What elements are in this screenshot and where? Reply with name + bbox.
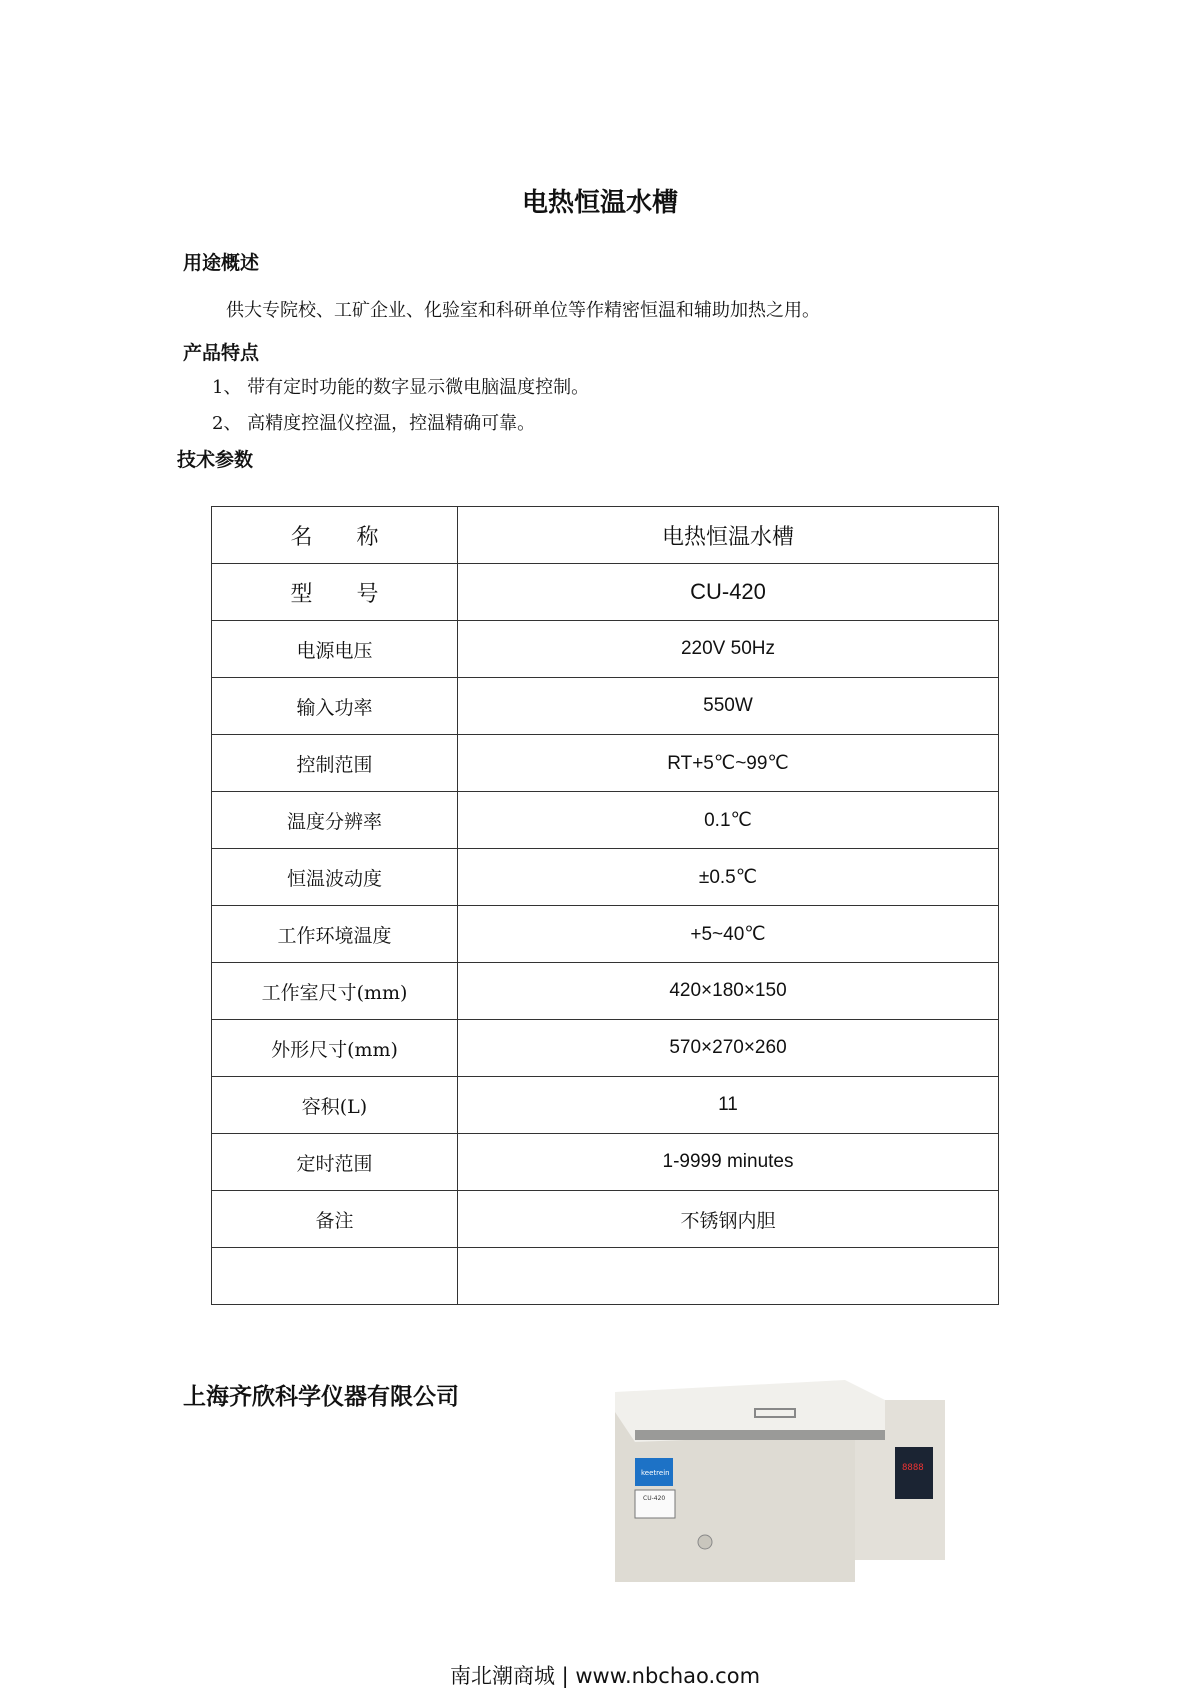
spec-value: 电热恒温水槽 xyxy=(458,507,999,564)
company-name: 上海齐欣科学仪器有限公司 xyxy=(183,1384,459,1410)
spec-label: 恒温波动度 xyxy=(212,849,458,906)
spec-label: 工作室尺寸(mm) xyxy=(212,963,458,1020)
spec-value: CU-420 xyxy=(458,564,999,621)
table-row xyxy=(212,1020,999,1077)
table-row xyxy=(212,1134,999,1191)
spec-value: 420×180×150 xyxy=(458,963,999,1020)
spec-value: 11 xyxy=(458,1077,999,1134)
spec-label: 输入功率 xyxy=(212,678,458,735)
spec-label: 型 号 xyxy=(212,564,458,621)
spec-value: 220V 50Hz xyxy=(458,621,999,678)
spec-value: 不锈钢内胆 xyxy=(458,1191,999,1248)
svg-text:8888: 8888 xyxy=(902,1463,924,1473)
spec-label: 工作环境温度 xyxy=(212,906,458,963)
table-row xyxy=(212,621,999,678)
table-row xyxy=(212,507,999,564)
spec-label: 控制范围 xyxy=(212,735,458,792)
usage-heading: 用途概述 xyxy=(183,252,260,274)
table-row xyxy=(212,906,999,963)
spec-label: 备注 xyxy=(212,1191,458,1248)
label-model: CU-420 xyxy=(643,1495,666,1502)
footer-text: 南北潮商城 | www.nbchao.com xyxy=(449,1664,761,1688)
table-row xyxy=(212,963,999,1020)
spec-value xyxy=(458,1248,999,1305)
specs-heading: 技术参数 xyxy=(177,449,254,471)
specs-table xyxy=(211,506,999,1305)
page-title: 电热恒温水槽 xyxy=(521,188,678,218)
spec-label: 外形尺寸(mm) xyxy=(212,1020,458,1077)
table-row xyxy=(212,792,999,849)
table-row xyxy=(212,564,999,621)
spec-value: RT+5℃~99℃ xyxy=(458,735,999,792)
table-row xyxy=(212,1191,999,1248)
table-row xyxy=(212,735,999,792)
table-row xyxy=(212,1248,999,1305)
spec-value: 570×270×260 xyxy=(458,1020,999,1077)
table-row xyxy=(212,1077,999,1134)
feature-item: 1、 带有定时功能的数字显示微电脑温度控制。 xyxy=(212,377,590,398)
spec-label: 电源电压 xyxy=(212,621,458,678)
table-row xyxy=(212,849,999,906)
feature-item: 2、 高精度控温仪控温，控温精确可靠。 xyxy=(212,413,536,434)
spec-label: 名 称 xyxy=(212,507,458,564)
spec-label: 温度分辨率 xyxy=(212,792,458,849)
brand-logo-text: keetrein xyxy=(641,1469,670,1477)
spec-label xyxy=(212,1248,458,1305)
features-heading: 产品特点 xyxy=(183,342,260,364)
spec-value: 550W xyxy=(458,678,999,735)
spec-label: 定时范围 xyxy=(212,1134,458,1191)
table-row xyxy=(212,678,999,735)
product-photo xyxy=(605,1372,965,1593)
spec-value: 1-9999 minutes xyxy=(458,1134,999,1191)
spec-value: ±0.5℃ xyxy=(458,849,999,906)
spec-value: +5~40℃ xyxy=(458,906,999,963)
usage-text: 供大专院校、工矿企业、化验室和科研单位等作精密恒温和辅助加热之用。 xyxy=(226,300,820,321)
spec-label: 容积(L) xyxy=(212,1077,458,1134)
spec-value: 0.1℃ xyxy=(458,792,999,849)
